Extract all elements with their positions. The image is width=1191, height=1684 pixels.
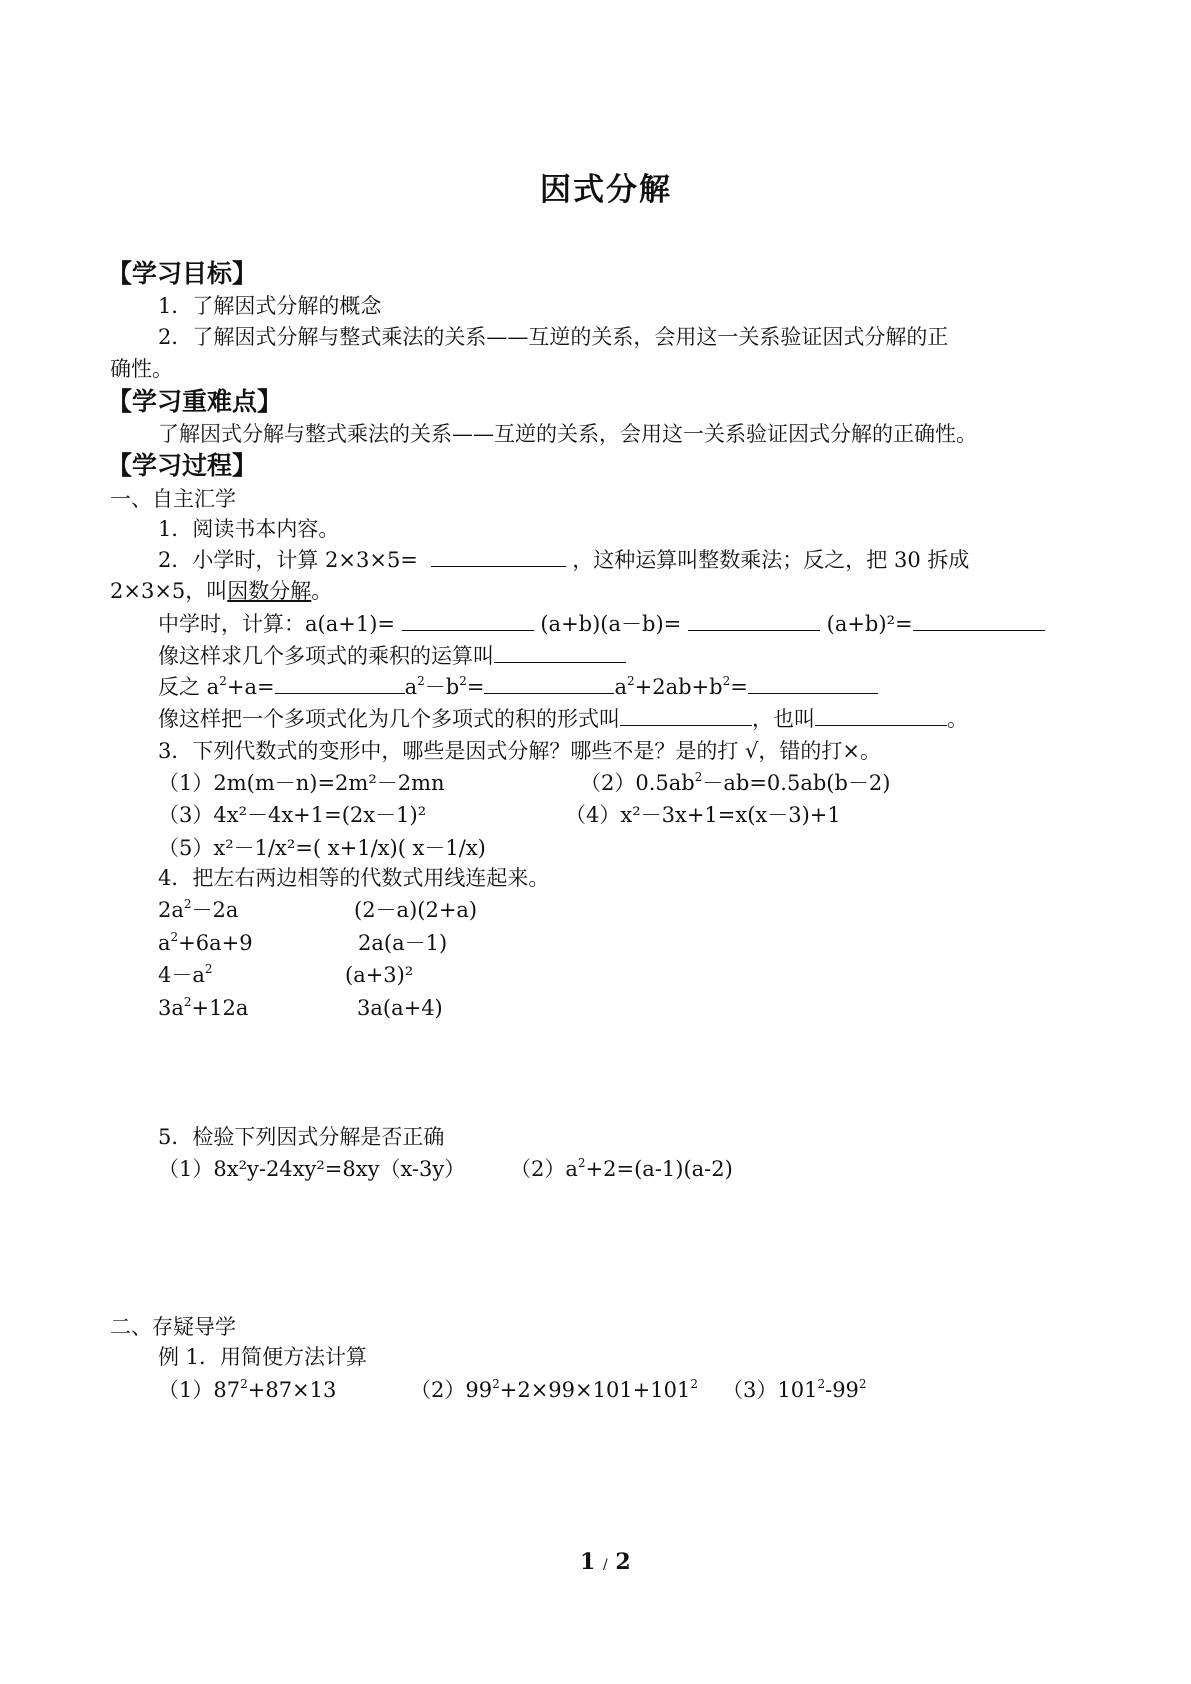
part2-heading: 二、存疑导学: [110, 1315, 236, 1339]
rev-expr2-end: =: [466, 675, 485, 699]
product-question-text: 像这样求几个多项式的乘积的运算叫: [158, 644, 494, 668]
q3-item-2: [580, 769, 890, 797]
e3-b: -99: [825, 1378, 859, 1402]
superscript: 2: [219, 674, 227, 688]
match-left-2[interactable]: [158, 929, 253, 957]
match-right-1[interactable]: (2－a)(2+a): [354, 898, 478, 922]
question-4-prompt: 4．把左右两边相等的代数式用线连起来。: [158, 866, 550, 890]
question-5-prompt: 5．检验下列因式分解是否正确: [158, 1125, 445, 1149]
answer-blank[interactable]: [275, 675, 405, 694]
rev-expr3-end: +2ab+b: [634, 675, 723, 699]
e3-a: （3）101: [722, 1378, 818, 1402]
question-1: 1．阅读书本内容。: [158, 517, 340, 541]
match-left-4[interactable]: [158, 994, 248, 1022]
superscript: 2: [240, 1377, 248, 1391]
factor-q-c: 。: [947, 707, 968, 731]
goal-item-2-line-2: 确性。: [110, 357, 173, 381]
answer-blank[interactable]: [815, 707, 947, 726]
q3-i2-b: －ab=0.5ab(b－2): [702, 771, 891, 795]
section-heading-process: 【学习过程】: [107, 451, 258, 480]
rev-expr2-mid: －b: [424, 675, 460, 699]
page-separator: /: [602, 1557, 608, 1573]
page-current: 1: [580, 1549, 596, 1575]
goal-item-1: 1．了解因式分解的概念: [158, 294, 382, 318]
superscript: 2: [204, 962, 213, 976]
factor-q-a: 像这样把一个多项式化为几个多项式的积的形式叫: [158, 707, 620, 731]
q5-item-1: （1）8x²y-24xy²=8xy（x-3y）: [158, 1157, 466, 1181]
answer-blank[interactable]: [431, 548, 566, 567]
product-question: [158, 642, 626, 670]
rev-expr3-eq: =: [730, 675, 748, 699]
example-1: 例 1．用简便方法计算: [158, 1345, 368, 1369]
rev-label: 反之 a: [158, 675, 220, 699]
superscript: 2: [626, 674, 635, 688]
example-1-item-1: [158, 1376, 336, 1404]
section-heading-key-points: 【学习重难点】: [107, 387, 283, 416]
rev-expr3: a: [614, 675, 627, 699]
ml4-a: 3a: [158, 996, 184, 1020]
q3-item-3: （3）4x²－4x+1=(2x－1)²: [158, 803, 427, 827]
ms-expr-3: (a+b)²=: [826, 612, 913, 636]
q3-item-4: （4）x²－3x+1=x(x－3)+1: [565, 803, 841, 827]
answer-blank[interactable]: [402, 612, 534, 631]
superscript: 2: [183, 897, 192, 911]
factor-q-b: ，也叫: [752, 707, 815, 731]
q3-i2-a: （2）0.5ab: [580, 771, 695, 795]
q2-prefix: 2．小学时，计算 2×3×5=: [158, 548, 418, 572]
superscript: 2: [577, 1156, 586, 1170]
question-3-prompt: 3．下列代数式的变形中，哪些是因式分解？哪些不是？是的打 √，错的打×。: [158, 739, 882, 763]
ms-label: 中学时，计算：a(a+1)=: [158, 612, 395, 636]
question-2-line-1: [158, 546, 969, 574]
answer-blank[interactable]: [484, 675, 614, 694]
page-number: [580, 1548, 631, 1579]
match-right-4[interactable]: 3a(a+4): [357, 996, 443, 1020]
ml1-b: －2a: [191, 898, 239, 922]
ml2-b: +6a+9: [178, 931, 253, 955]
page-total: 2: [615, 1549, 631, 1575]
q5-i2-a: （2）a: [510, 1157, 578, 1181]
superscript: 2: [183, 995, 192, 1009]
superscript: 2: [858, 1377, 867, 1391]
answer-blank[interactable]: [620, 707, 752, 726]
q3-item-1: （1）2m(m－n)=2m²－2mn: [158, 771, 445, 795]
superscript: 2: [492, 1377, 500, 1391]
q5-item-2: [510, 1155, 733, 1183]
e2-a: （2）99: [410, 1378, 493, 1402]
e1-a: （1）87: [158, 1378, 241, 1402]
ml1-a: 2a: [158, 898, 184, 922]
answer-blank[interactable]: [913, 612, 1045, 631]
ml3-a: 4－a: [158, 963, 205, 987]
match-left-3[interactable]: [158, 961, 213, 989]
q5-i2-b: +2=(a-1)(a-2): [585, 1157, 733, 1181]
example-1-item-2: [410, 1376, 698, 1404]
superscript: 2: [722, 674, 731, 688]
goal-item-2-line-1: 2．了解因式分解与整式乘法的关系——互逆的关系，会用这一关系验证因式分解的正: [158, 325, 949, 349]
q3-item-5: （5）x²－1/x²=( x+1/x)( x－1/x): [158, 836, 486, 860]
q2-line2-prefix: 2×3×5，叫: [110, 579, 228, 603]
ml4-b: +12a: [191, 996, 249, 1020]
part1-heading: 一、自主汇学: [110, 487, 236, 511]
rev-label-rest: +a=: [226, 675, 275, 699]
page-title: 因式分解: [540, 172, 672, 208]
section-heading-goals: 【学习目标】: [107, 259, 258, 288]
rev-expr2: a: [404, 675, 418, 699]
key-point-text: 了解因式分解与整式乘法的关系——互逆的关系，会用这一关系验证因式分解的正确性。: [158, 422, 977, 446]
example-1-item-3: [722, 1376, 867, 1404]
q2-line2-suffix: 。: [311, 579, 333, 603]
answer-blank[interactable]: [688, 612, 820, 631]
middle-school-line: [158, 610, 1045, 638]
e2-b: +2×99×101+101: [499, 1378, 691, 1402]
ms-expr-2: (a+b)(a－b)=: [540, 612, 682, 636]
superscript: 2: [459, 674, 467, 688]
question-2-line-2: [110, 577, 332, 605]
e1-b: +87×13: [247, 1378, 337, 1402]
ml2-a: a: [158, 931, 171, 955]
factor-question: [158, 705, 968, 733]
superscript: 2: [417, 674, 425, 688]
answer-blank[interactable]: [494, 644, 626, 663]
match-left-1[interactable]: [158, 896, 238, 924]
underlined-term: 因数分解: [227, 579, 312, 603]
superscript: 2: [690, 1377, 699, 1391]
q2-suffix: ，这种运算叫整数乘法；反之，把 30 拆成: [572, 548, 970, 572]
superscript: 2: [817, 1377, 826, 1391]
reverse-line: [158, 673, 878, 701]
superscript: 2: [694, 770, 703, 784]
answer-blank[interactable]: [748, 675, 878, 694]
match-right-3[interactable]: (a+3)²: [345, 963, 414, 987]
superscript: 2: [170, 930, 179, 944]
match-right-2[interactable]: 2a(a－1): [358, 931, 448, 955]
